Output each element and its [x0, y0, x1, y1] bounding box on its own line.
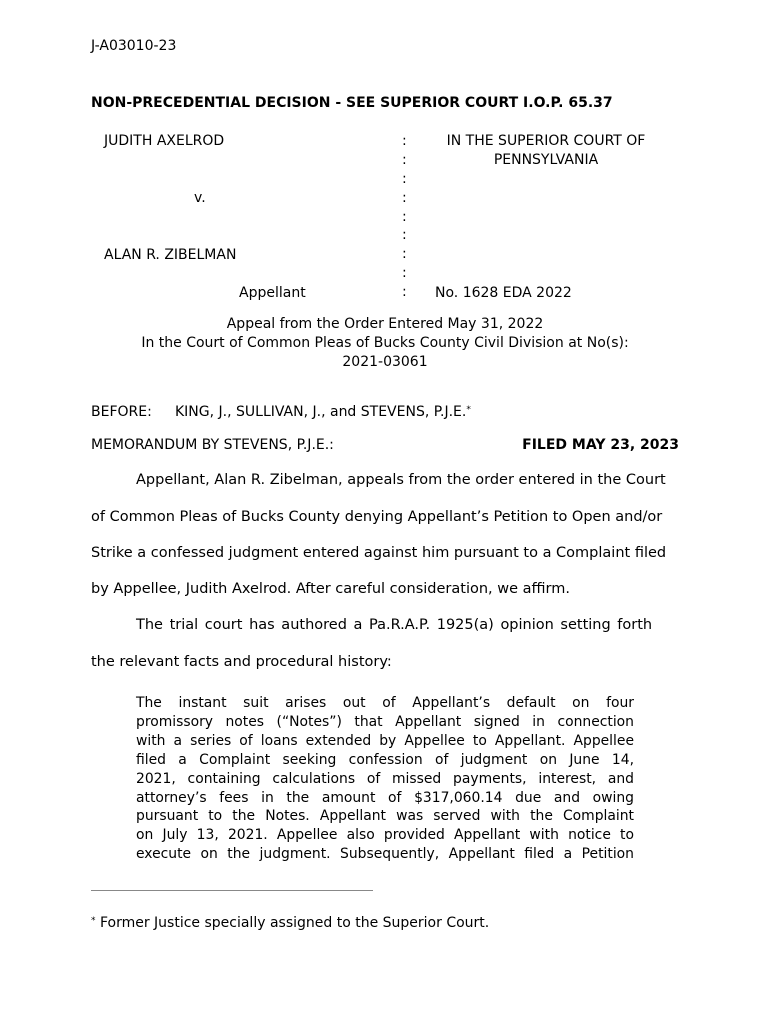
court-name-line2: PENNSYLVANIA — [493, 152, 599, 168]
footnote-ref: * — [466, 405, 471, 415]
court-name-line1: IN THE SUPERIOR COURT OF — [446, 133, 646, 149]
panel-judges-text: KING, J., SULLIVAN, J., and STEVENS, P.J.E. — [175, 404, 467, 420]
caption-colon: : — [402, 133, 407, 149]
caption-colon: : — [402, 227, 407, 244]
footnote-mark: * — [91, 916, 96, 926]
quote-line: promissory notes (“Notes”) that Appellant signed in connection — [136, 713, 634, 730]
docket-number: No. 1628 EDA 2022 — [435, 285, 572, 301]
body-line: Appellant, Alan R. Zibelman, appeals from the order entered in the Court — [136, 472, 666, 488]
plaintiff-name: JUDITH AXELROD — [104, 133, 225, 149]
caption-colon: : — [402, 189, 407, 206]
quote-line: execute on the judgment. Subsequently, Appellant filed a Petition — [136, 846, 634, 863]
caption-colon: : — [402, 284, 407, 301]
party-role: Appellant — [239, 285, 306, 301]
body-line: The trial court has authored a Pa.R.A.P. 1925(a) opinion setting forth — [136, 617, 653, 633]
panel-judges — [175, 403, 471, 422]
body-line: by Appellee, Judith Axelrod. After careful consideration, we affirm. — [91, 581, 570, 597]
caption-colon: : — [402, 265, 407, 282]
quote-line: with a series of loans extended by Appellee to Appellant. Appellee — [136, 732, 634, 749]
caption-colon: : — [402, 151, 407, 168]
versus-label: v. — [194, 190, 206, 206]
body-line: Strike a confessed judgment entered against him pursuant to a Complaint filed — [91, 545, 667, 561]
memorandum-author: MEMORANDUM BY STEVENS, P.J.E.: — [91, 437, 334, 453]
quote-line: pursuant to the Notes. Appellant was served with the Complaint — [136, 808, 634, 825]
quote-line: attorney’s fees in the amount of $317,060.14 due and owing — [136, 789, 634, 806]
appeal-line-3: 2021-03061 — [342, 354, 428, 370]
body-line: the relevant facts and procedural history: — [91, 654, 392, 670]
caption-colon: : — [402, 246, 407, 263]
footnote — [91, 914, 489, 933]
decision-banner: NON-PRECEDENTIAL DECISION - SEE SUPERIOR COURT I.O.P. 65.37 — [91, 95, 613, 111]
before-label: BEFORE: — [91, 404, 152, 420]
caption-divider — [402, 132, 412, 302]
footnote-text: Former Justice specially assigned to the Superior Court. — [99, 915, 490, 931]
quote-line: on July 13, 2021. Appellee also provided Appellant with notice to — [136, 827, 634, 844]
caption-colon: : — [402, 208, 407, 225]
body-line: of Common Pleas of Bucks County denying Appellant’s Petition to Open and/or — [91, 509, 663, 525]
appeal-line-2: In the Court of Common Pleas of Bucks County Civil Division at No(s): — [141, 335, 629, 351]
caption-colon: : — [402, 170, 407, 187]
block-quote — [136, 694, 634, 864]
quote-line: The instant suit arises out of Appellant’s default on four — [136, 695, 634, 711]
footnote-divider — [91, 890, 373, 891]
defendant-name: ALAN R. ZIBELMAN — [104, 247, 237, 263]
filed-date: FILED MAY 23, 2023 — [522, 437, 679, 453]
quote-line: 2021, containing calculations of missed payments, interest, and — [136, 770, 634, 787]
document-id: J-A03010-23 — [91, 38, 177, 54]
appeal-line-1: Appeal from the Order Entered May 31, 2022 — [226, 316, 544, 332]
quote-line: filed a Complaint seeking confession of judgment on June 14, — [136, 751, 634, 768]
